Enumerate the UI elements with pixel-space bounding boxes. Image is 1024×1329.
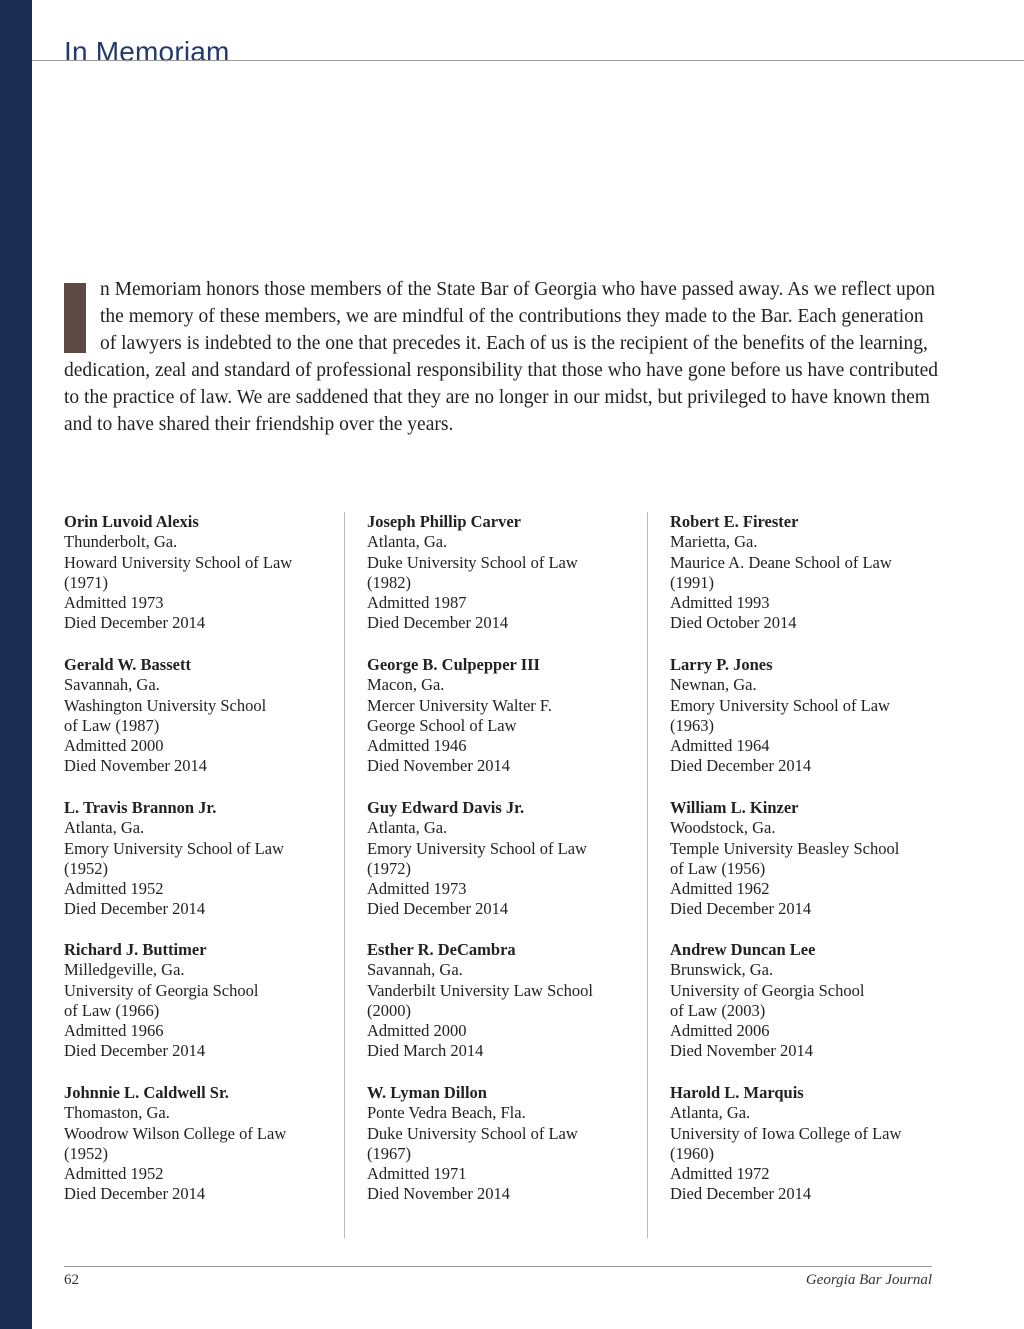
member-admitted: Admitted 2000 bbox=[367, 1021, 467, 1041]
member-name: Harold L. Marquis bbox=[670, 1083, 804, 1102]
memorial-entry bbox=[670, 798, 960, 920]
member-school: Woodrow Wilson College of Law bbox=[64, 1123, 287, 1143]
memorial-entry bbox=[64, 798, 354, 920]
memorial-entry bbox=[64, 1083, 354, 1205]
member-school: Emory University School of Law bbox=[367, 838, 587, 858]
memorial-entry bbox=[367, 940, 657, 1062]
member-school: (1982) bbox=[367, 572, 411, 592]
member-name: William L. Kinzer bbox=[670, 798, 799, 817]
member-city: Milledgeville, Ga. bbox=[64, 960, 185, 980]
member-school: (2000) bbox=[367, 1000, 411, 1020]
member-name: Richard J. Buttimer bbox=[64, 940, 207, 959]
intro-paragraph bbox=[64, 276, 944, 438]
member-name: George B. Culpepper III bbox=[367, 655, 540, 674]
memorial-entry bbox=[64, 655, 354, 777]
member-admitted: Admitted 1952 bbox=[64, 879, 164, 899]
memorial-entry bbox=[64, 940, 354, 1062]
member-school: Duke University School of Law bbox=[367, 1123, 578, 1143]
member-school: University of Georgia School bbox=[64, 980, 259, 1000]
member-city: Ponte Vedra Beach, Fla. bbox=[367, 1103, 526, 1123]
member-city: Atlanta, Ga. bbox=[367, 818, 448, 838]
member-admitted: Admitted 1971 bbox=[367, 1164, 467, 1184]
memorial-listing bbox=[64, 512, 944, 1238]
footer-divider bbox=[64, 1266, 932, 1267]
member-died: Died March 2014 bbox=[367, 1041, 484, 1061]
member-died: Died December 2014 bbox=[64, 613, 206, 633]
member-school: (1972) bbox=[367, 858, 411, 878]
member-school: Mercer University Walter F. bbox=[367, 695, 552, 715]
member-city: Savannah, Ga. bbox=[64, 675, 160, 695]
member-admitted: Admitted 2000 bbox=[64, 736, 164, 756]
member-school: University of Iowa College of Law bbox=[670, 1123, 902, 1143]
member-name: Larry P. Jones bbox=[670, 655, 773, 674]
member-admitted: Admitted 1962 bbox=[670, 879, 770, 899]
memorial-entry bbox=[367, 512, 657, 634]
column-2 bbox=[367, 512, 657, 1238]
memorial-entry bbox=[367, 655, 657, 777]
member-died: Died November 2014 bbox=[367, 1184, 510, 1204]
member-school: (1952) bbox=[64, 1143, 108, 1163]
member-city: Atlanta, Ga. bbox=[367, 532, 448, 552]
member-school: (1971) bbox=[64, 572, 108, 592]
member-name: Guy Edward Davis Jr. bbox=[367, 798, 525, 817]
member-died: Died November 2014 bbox=[367, 756, 510, 776]
member-name: L. Travis Brannon Jr. bbox=[64, 798, 217, 817]
member-admitted: Admitted 1987 bbox=[367, 593, 467, 613]
member-admitted: Admitted 1993 bbox=[670, 593, 770, 613]
member-school: Washington University School bbox=[64, 695, 267, 715]
member-city: Macon, Ga. bbox=[367, 675, 445, 695]
member-school: of Law (1966) bbox=[64, 1000, 160, 1020]
member-died: Died December 2014 bbox=[367, 613, 509, 633]
member-died: Died December 2014 bbox=[670, 756, 812, 776]
column-3 bbox=[670, 512, 960, 1238]
member-city: Atlanta, Ga. bbox=[64, 818, 145, 838]
page-number: 62 bbox=[64, 1272, 79, 1288]
intro-text: n Memoriam honors those members of the State Bar of Georgia who have passed away. As we reflect upon the memory of these members, we are mindful of the contributions they made to the Bar. Each generation of lawyers is indebted to the one that precedes it. Each of us is the recipient of the benefits of the learning, dedication, zeal and standard of professional responsibility that those who have gone before us have contributed to the practice of law. We are saddened that they are no longer in our midst, but privileged to have known them and to have shared their friendship over the years. bbox=[64, 279, 938, 435]
member-school: Vanderbilt University Law School bbox=[367, 980, 593, 1000]
member-school: Emory University School of Law bbox=[64, 838, 284, 858]
member-name: Gerald W. Bassett bbox=[64, 655, 191, 674]
member-school: (1960) bbox=[670, 1143, 714, 1163]
member-admitted: Admitted 1946 bbox=[367, 736, 467, 756]
member-school: of Law (1987) bbox=[64, 715, 160, 735]
member-school: (1963) bbox=[670, 715, 714, 735]
member-school: (1967) bbox=[367, 1143, 411, 1163]
member-school: of Law (2003) bbox=[670, 1000, 766, 1020]
member-city: Savannah, Ga. bbox=[367, 960, 463, 980]
member-city: Brunswick, Ga. bbox=[670, 960, 774, 980]
member-name: Esther R. DeCambra bbox=[367, 940, 516, 959]
member-school: Duke University School of Law bbox=[367, 552, 578, 572]
member-admitted: Admitted 1973 bbox=[367, 879, 467, 899]
member-name: Robert E. Firester bbox=[670, 512, 799, 531]
member-died: Died November 2014 bbox=[670, 1041, 813, 1061]
member-city: Thunderbolt, Ga. bbox=[64, 532, 178, 552]
memorial-entry bbox=[670, 512, 960, 634]
member-died: Died December 2014 bbox=[64, 899, 206, 919]
page-title: In Memoriam bbox=[64, 36, 230, 67]
member-city: Marietta, Ga. bbox=[670, 532, 758, 552]
member-city: Newnan, Ga. bbox=[670, 675, 757, 695]
member-city: Atlanta, Ga. bbox=[670, 1103, 751, 1123]
drop-cap: I bbox=[64, 283, 86, 353]
member-name: W. Lyman Dillon bbox=[367, 1083, 487, 1102]
member-admitted: Admitted 1952 bbox=[64, 1164, 164, 1184]
member-admitted: Admitted 1972 bbox=[670, 1164, 770, 1184]
member-name: Joseph Phillip Carver bbox=[367, 512, 522, 531]
member-school: Maurice A. Deane School of Law bbox=[670, 552, 892, 572]
member-school: (1991) bbox=[670, 572, 714, 592]
member-school: Emory University School of Law bbox=[670, 695, 890, 715]
memorial-entry bbox=[670, 1083, 960, 1205]
header-divider bbox=[32, 60, 1024, 61]
memorial-entry bbox=[670, 940, 960, 1062]
member-admitted: Admitted 1964 bbox=[670, 736, 770, 756]
member-admitted: Admitted 1966 bbox=[64, 1021, 164, 1041]
memorial-entry bbox=[367, 1083, 657, 1205]
member-school: George School of Law bbox=[367, 715, 517, 735]
member-died: Died December 2014 bbox=[64, 1184, 206, 1204]
member-died: Died December 2014 bbox=[670, 899, 812, 919]
memorial-entry bbox=[64, 512, 354, 634]
member-died: Died November 2014 bbox=[64, 756, 207, 776]
member-died: Died December 2014 bbox=[670, 1184, 812, 1204]
journal-name: Georgia Bar Journal bbox=[805, 1272, 932, 1288]
member-city: Woodstock, Ga. bbox=[670, 818, 776, 838]
member-school: Howard University School of Law bbox=[64, 552, 293, 572]
memorial-entry bbox=[670, 655, 960, 777]
member-name: Andrew Duncan Lee bbox=[670, 940, 816, 959]
member-school: Temple University Beasley School bbox=[670, 838, 900, 858]
member-died: Died December 2014 bbox=[367, 899, 509, 919]
member-admitted: Admitted 2006 bbox=[670, 1021, 770, 1041]
member-admitted: Admitted 1973 bbox=[64, 593, 164, 613]
member-school: of Law (1956) bbox=[670, 858, 766, 878]
memorial-entry bbox=[367, 798, 657, 920]
member-name: Johnnie L. Caldwell Sr. bbox=[64, 1083, 229, 1102]
member-school: University of Georgia School bbox=[670, 980, 865, 1000]
member-died: Died October 2014 bbox=[670, 613, 797, 633]
column-1 bbox=[64, 512, 354, 1238]
member-school: (1952) bbox=[64, 858, 108, 878]
side-color-bar bbox=[0, 0, 32, 1329]
member-name: Orin Luvoid Alexis bbox=[64, 512, 199, 531]
member-died: Died December 2014 bbox=[64, 1041, 206, 1061]
member-city: Thomaston, Ga. bbox=[64, 1103, 170, 1123]
